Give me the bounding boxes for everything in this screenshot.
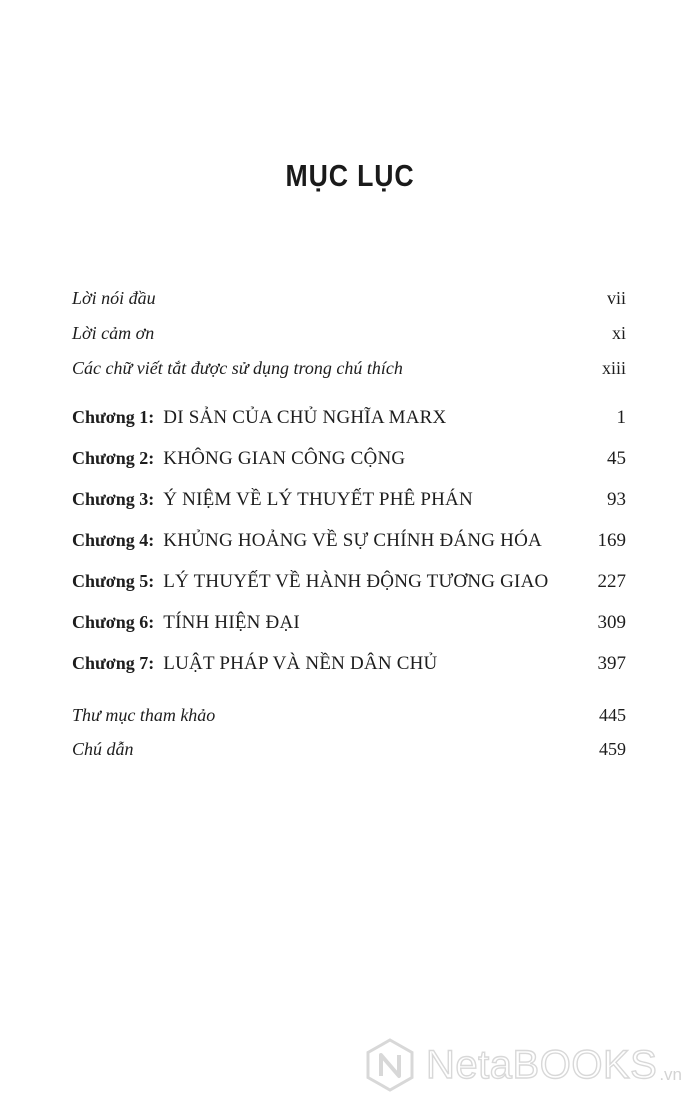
entry-page: 459 [599,739,626,759]
chapter-number: Chương 3: [72,489,155,509]
toc-entry-acknowledgements[interactable] [72,318,626,348]
entry-page: 309 [597,612,626,633]
chapter-number: Chương 2: [72,448,155,468]
chapter-title: TÍNH HIỆN ĐẠI [163,612,300,633]
chapter-number: Chương 6: [72,612,155,632]
chapter-title: DI SẢN CỦA CHỦ NGHĨA MARX [163,407,447,428]
toc-entry-chapter-5[interactable] [72,566,626,596]
toc-entry-abbreviations[interactable] [72,353,626,383]
chapter-title: KHỦNG HOẢNG VỀ SỰ CHÍNH ĐÁNG HÓA [163,530,542,551]
chapter-number: Chương 4: [72,530,155,550]
toc-entry-chapter-6[interactable] [72,607,626,637]
publisher-watermark [362,1037,682,1093]
entry-label: Thư mục tham khảo [72,705,216,725]
watermark-tld: .vn [659,1065,682,1084]
toc-entry-preface[interactable] [72,283,626,313]
chapter-number: Chương 1: [72,407,155,427]
toc-entry-chapter-1[interactable] [72,402,626,432]
chapter-title: KHÔNG GIAN CÔNG CỘNG [163,448,406,469]
entry-page: 227 [597,571,626,592]
toc-entry-bibliography[interactable] [72,700,626,730]
watermark-brand: NetaBOOKS [426,1042,658,1087]
entry-label: Các chữ viết tắt được sử dụng trong chú thích [72,358,403,378]
chapter-title: Ý NIỆM VỀ LÝ THUYẾT PHÊ PHÁN [163,489,473,510]
entry-page: xiii [601,358,626,378]
entry-page: 45 [607,448,626,469]
entry-page: 93 [607,489,626,510]
entry-page: vii [606,288,626,308]
chapter-number: Chương 7: [72,653,155,673]
toc-entry-chapter-7[interactable] [72,648,626,678]
entry-page: 169 [597,530,626,551]
chapter-title: LUẬT PHÁP VÀ NỀN DÂN CHỦ [163,653,438,674]
toc-entry-chapter-2[interactable] [72,443,626,473]
page-title: MỤC LỤC [285,158,415,193]
entry-page: 1 [616,407,626,428]
toc-entry-index[interactable] [72,734,626,764]
entry-page: 397 [597,653,626,674]
entry-page: 445 [599,705,626,725]
entry-label: Lời nói đầu [72,288,156,308]
chapter-number: Chương 5: [72,571,155,591]
toc-entry-chapter-3[interactable] [72,484,626,514]
toc-entry-chapter-4[interactable] [72,525,626,555]
entry-label: Lời cảm ơn [72,323,155,343]
netabooks-logo-icon [362,1037,418,1093]
entry-page: xi [611,323,626,343]
entry-label: Chú dẫn [72,739,134,759]
chapter-title: LÝ THUYẾT VỀ HÀNH ĐỘNG TƯƠNG GIAO [163,571,549,592]
